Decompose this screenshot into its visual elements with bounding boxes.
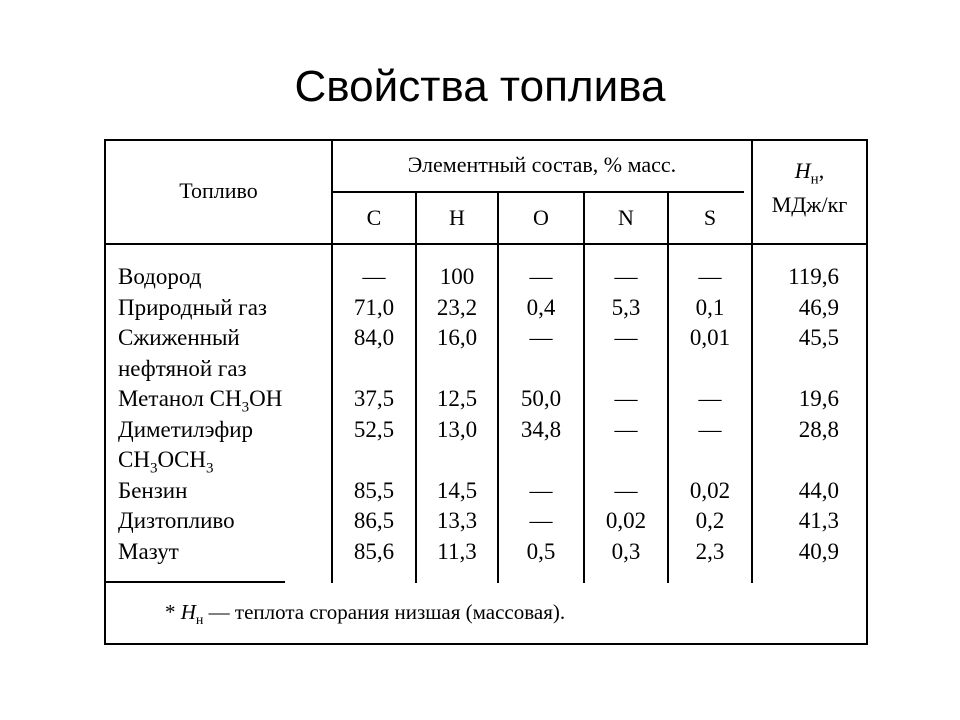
element-header-n: N: [618, 205, 634, 230]
fuel-name: Дизтопливо: [118, 508, 235, 533]
header-bottom-border: [104, 243, 868, 245]
table-cell: —: [362, 264, 386, 289]
table-cell: 119,6: [788, 264, 839, 289]
table-cell: —: [529, 264, 553, 289]
element-header-c: C: [366, 205, 382, 230]
table-cell: —: [529, 325, 553, 350]
table-cell: 85,6: [353, 538, 395, 564]
table-cell: 34,8: [520, 416, 562, 442]
footnote: [165, 600, 565, 629]
table-cell: —: [698, 264, 722, 289]
fuel-name: Природный газ: [118, 294, 268, 320]
fuel-name-formula: [118, 445, 282, 476]
table-cell: —: [614, 477, 638, 503]
footnote-star: *: [165, 600, 176, 624]
fuel-name-part: OH: [249, 386, 283, 411]
table-cell: 85,5: [353, 477, 395, 503]
table-cell: 23,2: [436, 294, 478, 320]
table-cell: 13,0: [436, 416, 478, 442]
table-cell: 19,6: [798, 386, 839, 411]
fuel-name: Бензин: [118, 477, 188, 503]
table-cell: 40,9: [798, 538, 839, 564]
table-left-border: [104, 139, 106, 645]
table-cell: 0,02: [689, 477, 731, 503]
table-cell: 84,0: [353, 325, 395, 350]
table-cell: 0,02: [605, 508, 647, 533]
table-cell: —: [614, 416, 638, 442]
formula-subscript: 3: [206, 460, 214, 477]
fuel-name-part: Метанол CH: [118, 386, 242, 411]
fuel-name-column: [118, 262, 282, 567]
table-cell: —: [614, 325, 638, 350]
heat-value-header-symbol: [753, 158, 866, 188]
formula-part: OCH: [157, 447, 207, 472]
table-cell: —: [529, 477, 553, 503]
table-cell: —: [614, 264, 638, 289]
formula-part: CH: [118, 447, 150, 472]
table-cell: —: [529, 508, 553, 533]
formula-subscript: 3: [241, 399, 250, 416]
heat-subscript: н: [810, 171, 819, 188]
table-cell: 16,0: [436, 325, 478, 350]
table-right-border: [866, 139, 868, 645]
table-cell: 86,5: [353, 508, 395, 533]
table-cell: 11,3: [437, 538, 477, 564]
formula-subscript: 3: [149, 460, 158, 477]
carbon-column: [333, 262, 415, 567]
composition-header-divider: [333, 191, 744, 193]
table-cell: 14,5: [436, 477, 478, 503]
fuel-name: Мазут: [118, 538, 179, 564]
table-cell: 0,2: [695, 508, 725, 533]
table-cell: 12,5: [436, 386, 478, 411]
table-cell: 28,8: [798, 416, 839, 442]
footnote-subscript: н: [195, 613, 204, 629]
table-cell: 0,3: [611, 538, 641, 564]
table-cell: 37,5: [353, 386, 395, 411]
fuel-name-methanol: [118, 384, 282, 415]
body-bottom-border: [104, 581, 285, 583]
fuel-name: Водород: [118, 264, 202, 289]
element-header-h: H: [449, 205, 465, 230]
hydrogen-column: [417, 262, 497, 567]
table-cell: 13,3: [436, 508, 478, 533]
page-title: Свойства топлива: [294, 62, 666, 111]
footnote-bottom-border: [104, 643, 868, 645]
table-top-border: [104, 139, 868, 141]
table-cell: 45,5: [798, 325, 839, 350]
table-cell: —: [698, 386, 722, 411]
fuel-name: Сжиженный: [118, 325, 240, 350]
heat-symbol: H: [794, 158, 811, 183]
oxygen-column: [499, 262, 583, 567]
table-cell: 44,0: [798, 477, 839, 503]
nitrogen-column: [585, 262, 667, 567]
table-cell: 0,4: [526, 294, 556, 320]
composition-header: Элементный состав, % масс.: [407, 152, 677, 177]
table-cell: 5,3: [611, 294, 641, 320]
table-cell: 0,1: [695, 294, 725, 320]
footnote-symbol: H: [180, 600, 196, 624]
element-header-o: O: [533, 205, 549, 230]
fuel-column-header: Топливо: [179, 178, 258, 203]
table-cell: 2,3: [695, 538, 725, 564]
table-cell: 52,5: [353, 416, 395, 442]
sulfur-column: [669, 262, 751, 567]
table-cell: 0,01: [689, 325, 731, 350]
table-cell: 0,5: [526, 538, 556, 564]
table-cell: 50,0: [520, 386, 562, 411]
heat-value-column: [753, 262, 839, 567]
fuel-name: нефтяной газ: [118, 355, 247, 381]
table-cell: 71,0: [353, 294, 395, 320]
table-cell: —: [614, 386, 638, 411]
footnote-text: — теплота сгорания низшая (массовая).: [203, 600, 566, 624]
heat-comma: ,: [818, 158, 825, 183]
table-cell: 100: [439, 264, 475, 289]
heat-value-header-unit: МДж/кг: [771, 192, 848, 217]
element-header-s: S: [703, 205, 717, 230]
table-cell: 46,9: [798, 294, 839, 320]
table-cell: 41,3: [798, 508, 839, 533]
fuel-name: Диметилэфир: [118, 416, 254, 442]
table-cell: —: [698, 416, 722, 442]
